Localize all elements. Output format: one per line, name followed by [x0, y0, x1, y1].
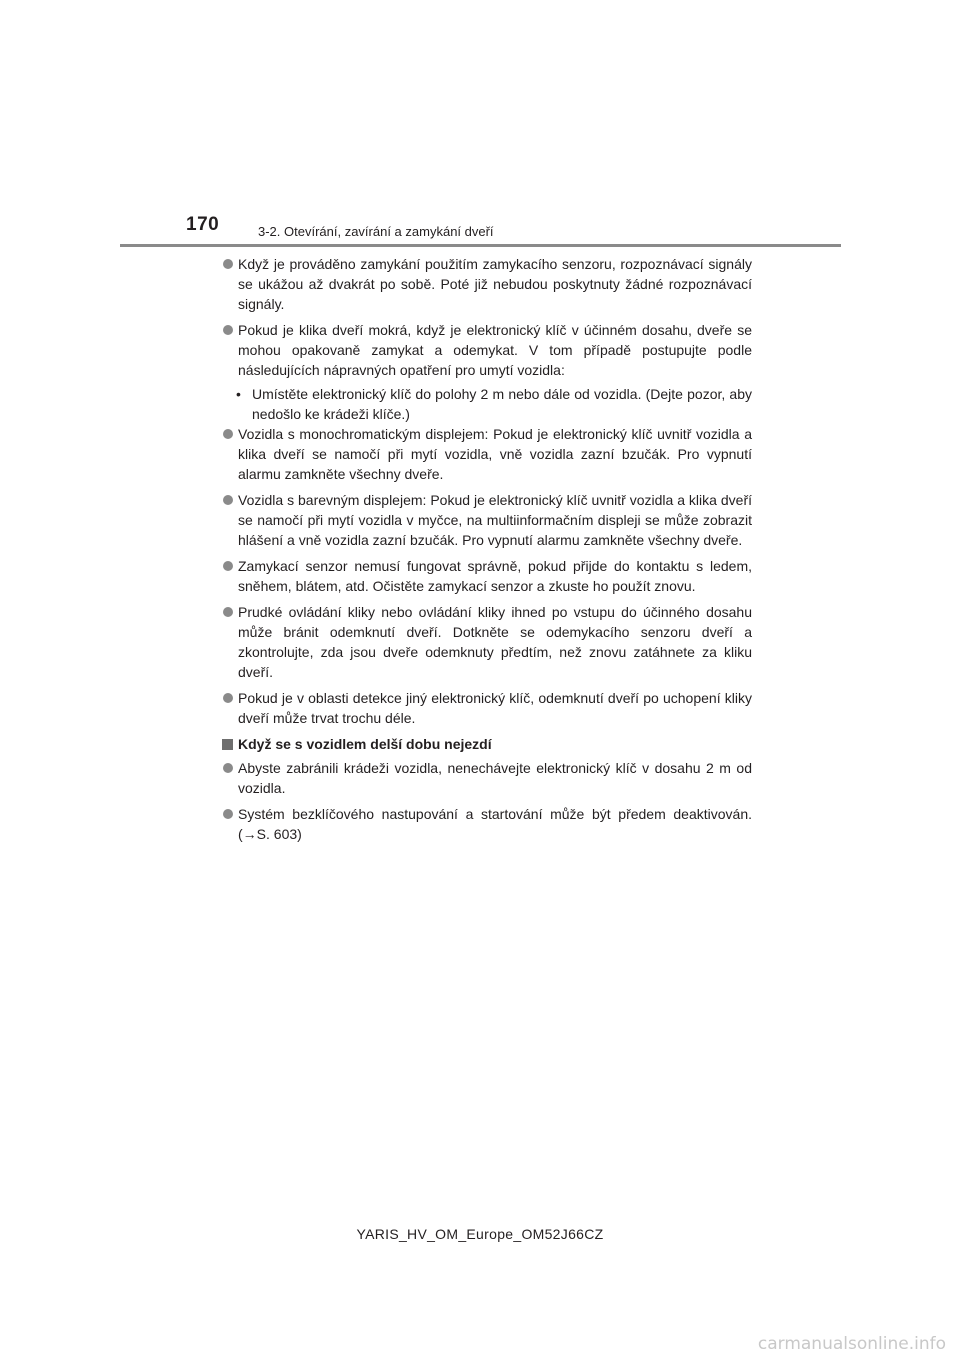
bullet-item: [222, 758, 752, 798]
sub-list-item: [222, 384, 752, 424]
section-heading: [222, 734, 752, 754]
bullet-item: [222, 254, 752, 314]
bullet-text: Pokud je v oblasti detekce jiný elektronický klíč, odemknutí dveří po uchopení kliky dveří může trvat trochu déle.: [238, 690, 752, 726]
sub-bullet-mark: •: [236, 386, 241, 402]
bullet-text: Když je prováděno zamykání použitím zamykacího senzoru, rozpoznávací signály se ukážou až dvakrát po sobě. Poté již nebudou poskytnuty žádné rozpoznávací signály.: [238, 256, 752, 312]
bullet-dot-icon: [223, 607, 233, 617]
bullet-dot-icon: [223, 693, 233, 703]
bullet-text: Vozidla s monochromatickým displejem: Pokud je elektronický klíč uvnitř vozidla a klika dveří se namočí při mytí vozidla, vně vozidla zazní bzučák. Pro vypnutí alarmu zamkněte všechny dveře.: [238, 426, 752, 482]
bullet-dot-icon: [223, 561, 233, 571]
bullet-dot-icon: [223, 809, 233, 819]
section-title: 3-2. Otevírání, zavírání a zamykání dveří: [258, 224, 494, 239]
bullet-text: Abyste zabránili krádeži vozidla, nenechávejte elektronický klíč v dosahu 2 m od vozidla.: [238, 760, 752, 796]
bullet-item: [222, 688, 752, 728]
bullet-item: [222, 602, 752, 682]
bullet-item: [222, 556, 752, 596]
bullet-text: Systém bezklíčového nastupování a startování může být předem deaktivován. (→S. 603): [238, 806, 752, 842]
bullet-item: [222, 424, 752, 484]
page-number: 170: [186, 214, 220, 235]
bullet-text: Prudké ovládání kliky nebo ovládání kliky ihned po vstupu do účinného dosahu může bránit odemknutí dveří. Dotkněte se odemykacího senzoru dveří a zkontrolujte, zda jsou dveře odemknuty předtím, než znovu zatáhnete za kliku dveří.: [238, 604, 752, 680]
bullet-dot-icon: [223, 495, 233, 505]
bullet-text: Pokud je klika dveří mokrá, když je elektronický klíč v účinném dosahu, dveře se mohou opakovaně zamykat a odemykat. V tom případě postupujte podle následujících nápravných opatření pro umytí vozidla:: [238, 322, 752, 378]
bullet-dot-icon: [223, 325, 233, 335]
bullet-dot-icon: [223, 763, 233, 773]
bullet-text: Vozidla s barevným displejem: Pokud je elektronický klíč uvnitř vozidla a klika dveří se namočí při mytí vozidla v myčce, na multiinformačním displeji se může zobrazit hlášení a vně vozidla zazní bzučák. Pro vypnutí alarmu zamkněte všechny dveře.: [238, 492, 752, 548]
page-content: [222, 254, 752, 850]
bullet-item: [222, 804, 752, 844]
bullet-dot-icon: [223, 259, 233, 269]
square-bullet-icon: [222, 739, 233, 750]
bullet-text: Zamykací senzor nemusí fungovat správně, pokud přijde do kontaktu s ledem, sněhem, blátem, atd. Očistěte zamykací senzor a zkuste ho použít znovu.: [238, 558, 752, 594]
section-heading-text: Když se s vozidlem delší dobu nejezdí: [238, 736, 492, 752]
bullet-dot-icon: [223, 429, 233, 439]
header-rule: [120, 244, 841, 247]
footer-doc-code: YARIS_HV_OM_Europe_OM52J66CZ: [356, 1226, 604, 1242]
bullet-item: [222, 490, 752, 550]
bullet-item: [222, 320, 752, 380]
sub-item-text: Umístěte elektronický klíč do polohy 2 m nebo dále od vozidla. (Dejte pozor, aby nedošlo ke krádeži klíče.): [252, 386, 752, 422]
watermark: carmanualsonline.info: [757, 1334, 946, 1354]
